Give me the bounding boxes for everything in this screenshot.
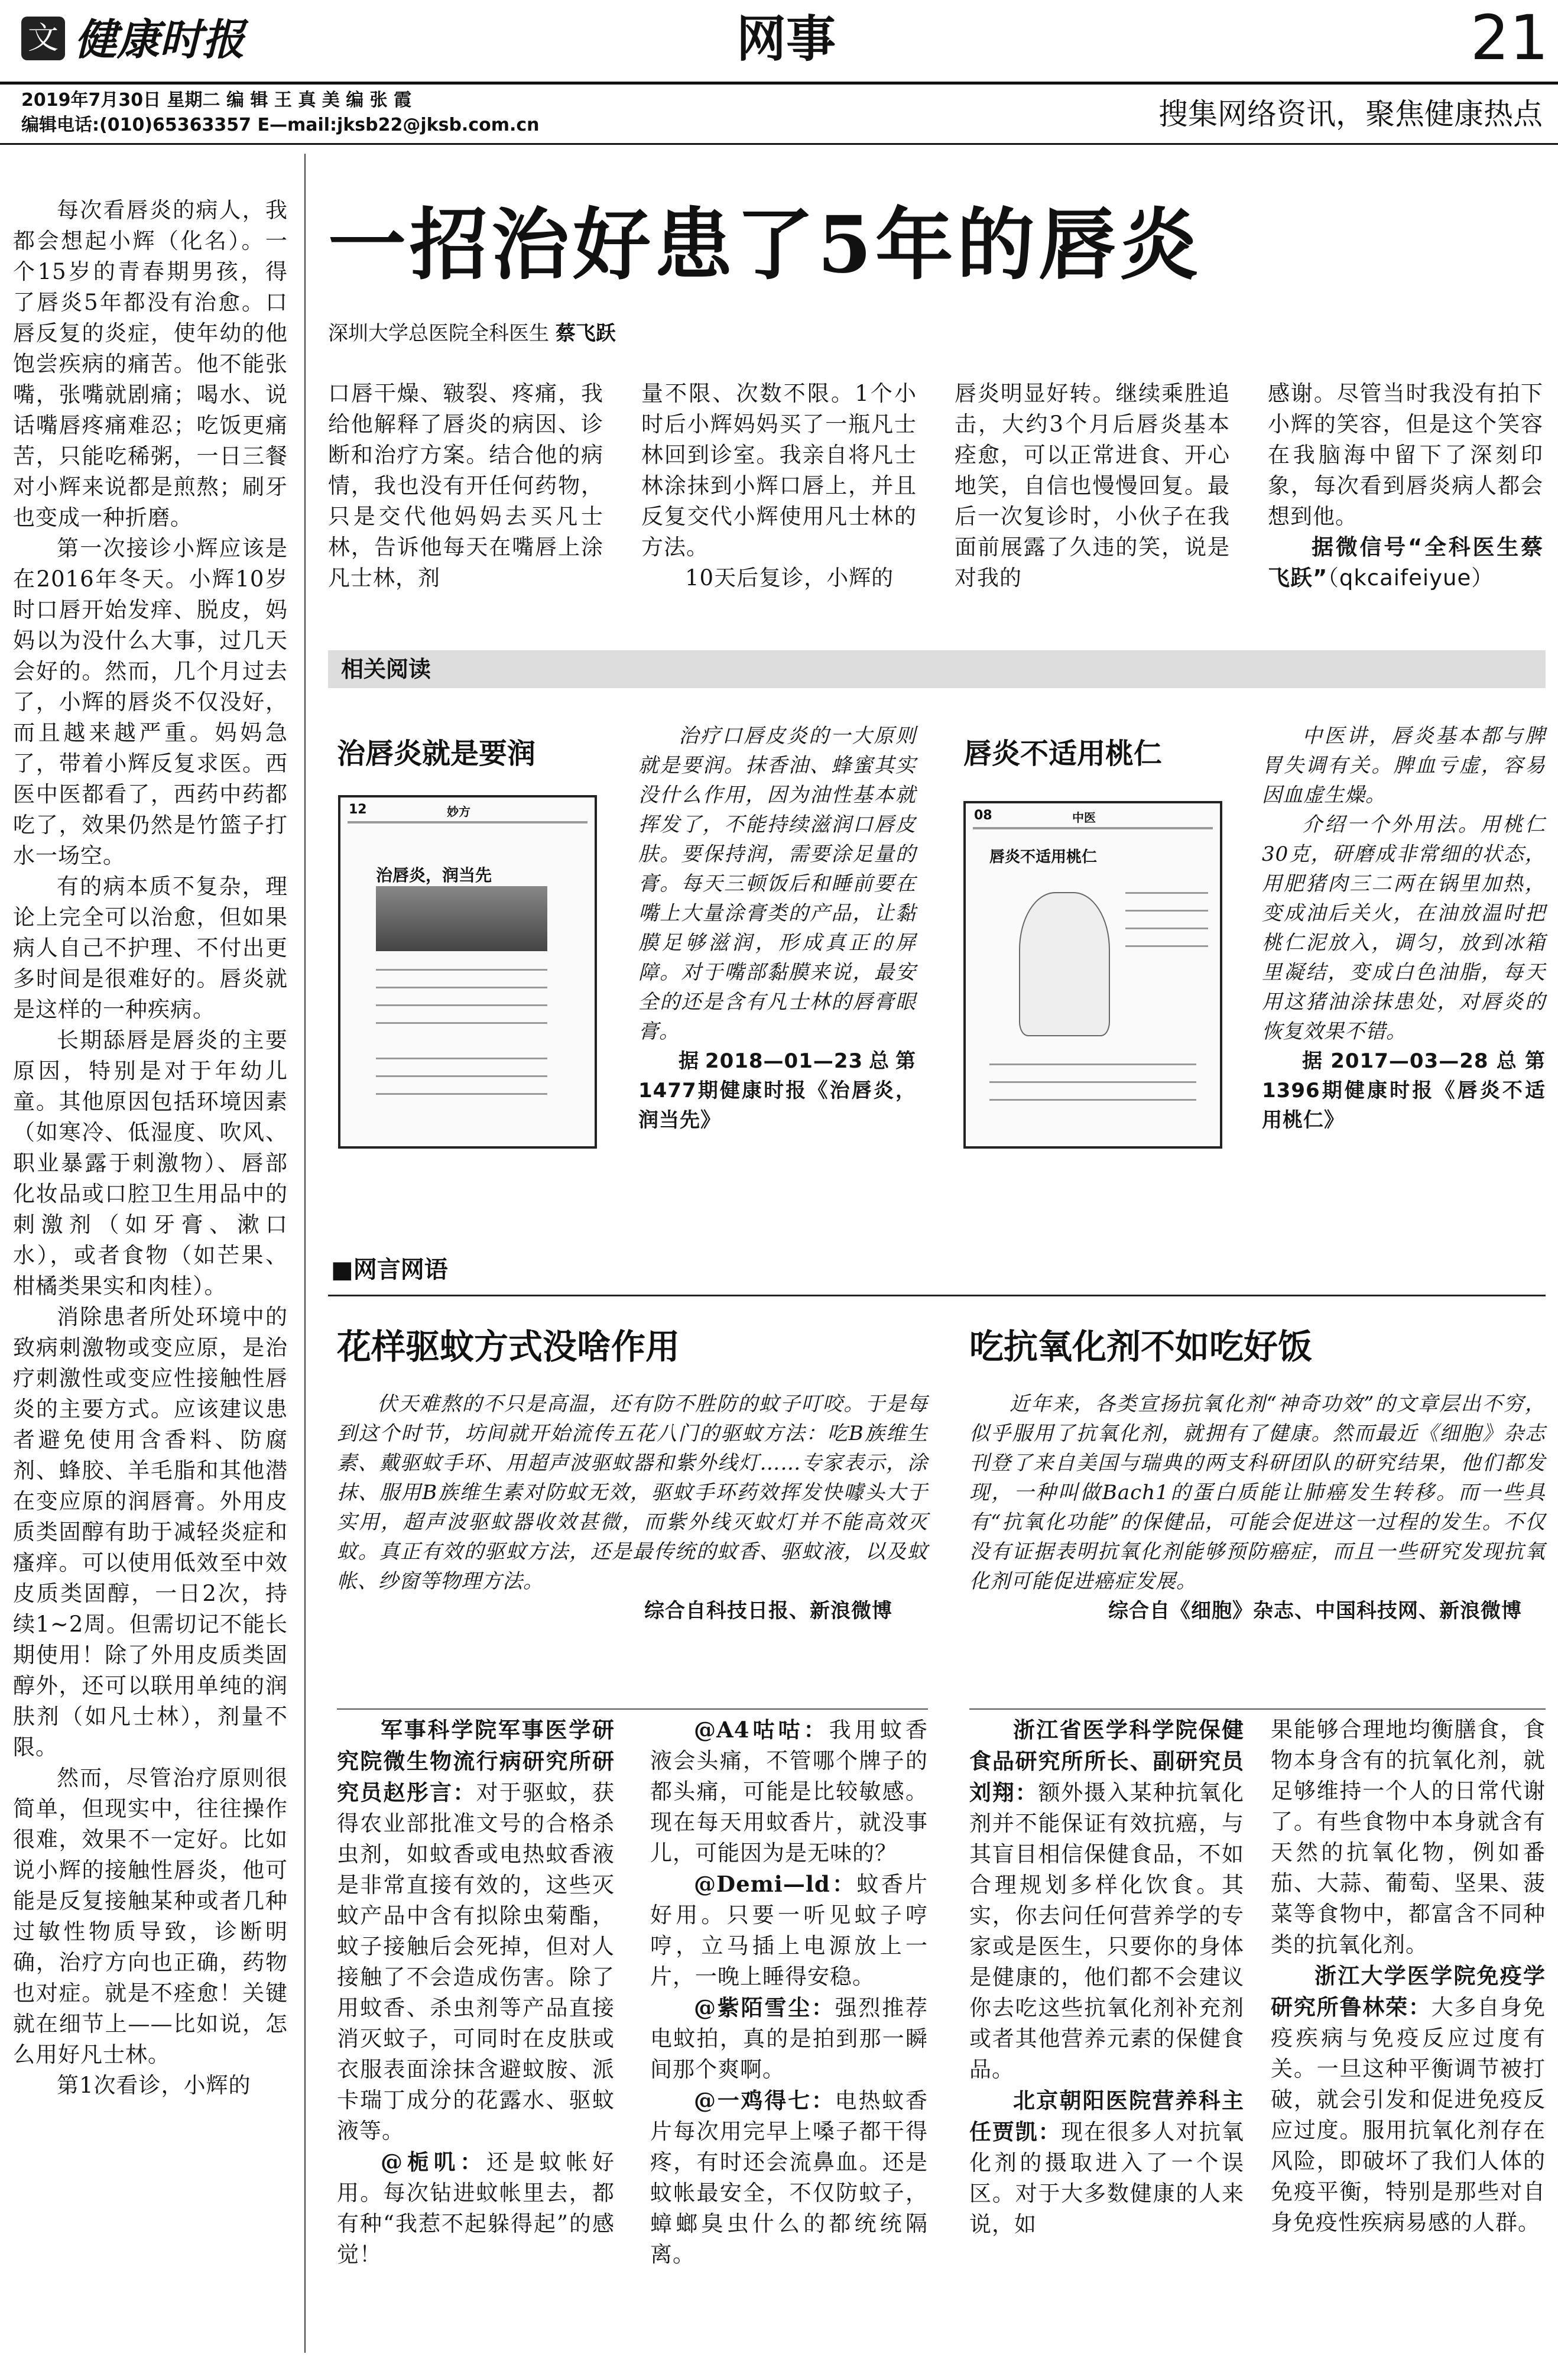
paragraph: 第一次接诊小辉应该是在2016年冬天。小辉10岁时口唇开始发痒、脱皮，妈妈以为没什么大事，过几天会好的。然而，几个月过去了，小辉的唇炎不仅没好，而且越来越严重。妈妈急了，带着小辉反复求医。西医中医都看了，西药中药都吃了，效果仍然是竹篮子打水一场空。 (13, 536, 288, 868)
main-col-2 (641, 378, 917, 594)
networds-left-rule (337, 1708, 928, 1710)
expert-name: 北京朝阳医院营养科主任贾凯： (969, 2087, 1244, 2145)
phone-line: 编辑电话:(010)65363357 E—mail:jksb22@jksb.com.cn (21, 115, 540, 135)
related-a-body (638, 721, 916, 1135)
related-b-thumbnail (963, 801, 1222, 1149)
date-line: 2019年7月30日 星期二 编 辑 王 真 美 编 张 霞 (21, 90, 412, 111)
related-reading-label: 相关阅读 (341, 656, 431, 682)
related-a-title: 治唇炎就是要润 (337, 737, 536, 770)
page-number: 21 (1470, 2, 1549, 74)
paragraph: 伏天难熬的不只是高温，还有防不胜防的蚊子叮咬。于是每到这个时节，坊间就开始流传五花八门的驱蚊方法：吃B族维生素、戴驱蚊手环、用超声波驱蚊器和紫外线灯……专家表示，涂抹、服用B族维生素对防蚊无效，驱蚊手环药效挥发快噱头大于实用，超声波驱蚊器收效甚微，而紫外线灭蚊灯并不能高效灭蚊。真正有效的驱蚊方法，还是最传统的蚊香、驱蚊液，以及蚊帐、纱窗等物理方法。 (337, 1392, 928, 1593)
paragraph: 唇炎明显好转。继续乘胜追击，大约3个月后唇炎基本痊愈，可以正常进食、开心地笑，自信也慢慢回复。最后一次复诊时，小伙子在我面前展露了久违的笑，说是对我的 (955, 381, 1230, 591)
networds-left-headline: 花样驱蚊方式没啥作用 (337, 1327, 680, 1367)
user-comment: 电热蚊香片每次用完早上嗓子都干得疼，有时还会流鼻血。还是蚊帐最安全，不仅防蚊子，蟑螂臭虫什么的都统统隔离。 (650, 2088, 929, 2267)
networds-rule (328, 1295, 1546, 1296)
networds-right-col-1 (969, 1714, 1244, 2240)
section-title: 网事 (736, 9, 836, 68)
paragraph: 然而，尽管治疗原则很简单，但现实中，往往操作很难，效果不一定好。比如说小辉的接触性唇炎，他可能是反复接触某种或者几种过敏性物质导致，诊断明确，治疗方向也正确，药物也对症。就是不痊愈！关键就在细节上——比如说，怎么用好凡士林。 (13, 1765, 288, 2067)
byline-author: 蔡飞跃 (555, 322, 616, 345)
thumb-section: 中医 (1072, 810, 1096, 825)
user-handle: @A4咕咕： (694, 1717, 829, 1743)
main-story-left-column (13, 195, 288, 2101)
paragraph: 中医讲，唇炎基本都与脾胃失调有关。脾血亏虚，容易因血虚生燥。 (1262, 724, 1546, 807)
thumb-title: 唇炎不适用桃仁 (989, 848, 1098, 866)
networds-left-col-2 (650, 1714, 928, 2270)
paragraph: 量不限、次数不限。1个小时后小辉妈妈买了一瓶凡士林回到诊室。我亲自将凡士林涂抹到小辉口唇上，并且反复交代小辉使用凡士林的方法。 (641, 381, 917, 560)
related-a-source: 据2018—01—23总第1477期健康时报《治唇炎，润当先》 (638, 1049, 916, 1132)
main-col-1 (328, 378, 603, 594)
paragraph: 消除患者所处环境中的致病刺激物或变应原，是治疗刺激性或变应性接触性唇炎的主要方式。应该建议患者避免使用含香料、防腐剂、蜂胶、羊毛脂和其他潜在变应原的润唇膏。外用皮质类固醇有助于减轻炎症和瘙痒。可以使用低效至中效皮质类固醇，一日2次，持续1~2周。但需切记不能长期使用！除了外用皮质类固醇外，还可以联用单纯的润肤剂（如凡士林），剂量不限。 (13, 1304, 288, 1760)
slogan: 搜集网络资讯，聚焦健康热点 (1158, 97, 1543, 131)
logo (21, 13, 258, 66)
paragraph: 有的病本质不复杂，理论上完全可以治愈，但如果病人自己不护理、不付出更多时间是很难好的。唇炎就是这样的一种疾病。 (13, 874, 288, 1022)
expert-quote: 对于驱蚊，获得农业部批准文号的合格杀虫剂，如蚊香或电热蚊香液是非常直接有效的，这些灭蚊产品中含有拟除虫菊酯，蚊子接触后会死掉，但对人接触了不会造成伤害。除了用蚊香、杀虫剂等产品直接消灭蚊子，可同时在皮肤或衣服表面涂抹含避蚊胺、派卡瑞丁成分的花露水、驱蚊液等。 (337, 1780, 615, 2144)
logo-text: 健康时报 (74, 14, 245, 64)
user-comment: 还是蚊帐好用。每次钻进蚊帐里去，都有种“我惹不起躲得起”的感觉！ (337, 2149, 615, 2267)
networds-right-headline: 吃抗氧化剂不如吃好饭 (969, 1327, 1313, 1367)
related-b-title: 唇炎不适用桃仁 (963, 737, 1163, 770)
thumb-figure (1019, 892, 1110, 1036)
expert-name: 浙江大学医学院免疫学研究所鲁林荣： (1271, 1963, 1546, 2020)
paragraph: 10天后复诊，小辉的 (685, 565, 894, 591)
source-prefix: 据微信号“全科医生蔡飞跃” (1268, 534, 1543, 591)
main-source (1268, 532, 1543, 594)
related-reading-bar (328, 650, 1546, 688)
paragraph: 治疗口唇皮炎的一大原则就是要润。抹香油、蜂蜜其实没什么作用，因为油性基本就挥发了，不能持续滋润口唇皮肤。要保持润，需要涂足量的膏。每天三顿饭后和睡前要在嘴上大量涂膏类的产品，让黏膜足够滋润，形成真正的屏障。对于嘴部黏膜来说，最安全的还是含有凡士林的唇膏眼膏。 (638, 724, 916, 1043)
paragraph: 长期舔唇是唇炎的主要原因，特别是对于年幼儿童。其他原因包括环境因素（如寒冷、低湿度、吹风、职业暴露于刺激物）、唇部化妆品或口腔卫生用品中的刺激剂（如牙膏、漱口水），或者食物（如芒果、柑橘类果实和肉桂）。 (13, 1027, 288, 1299)
byline-affiliation: 深圳大学总医院全科医生 (328, 322, 556, 345)
user-handle: @Demi—ld： (694, 1871, 857, 1897)
main-col-4 (1268, 378, 1543, 594)
expert-name: 浙江省医学科学院保健食品研究所所长、副研究员刘翔： (969, 1717, 1244, 1805)
networds-right-col-2 (1271, 1714, 1546, 2238)
thumb-section: 妙方 (447, 805, 470, 819)
user-handle: @紫陌雪尘： (694, 1995, 835, 2021)
main-headline: 一招治好患了5年的唇炎 (328, 199, 1202, 291)
paragraph: 近年来，各类宣扬抗氧化剂“神奇功效”的文章层出不穷，似乎服用了抗氧化剂，就拥有了健康。然而最近《细胞》杂志刊登了来自美国与瑞典的两支科研团队的研究结果，他们都发现，一种叫做Bach1的蛋白质能让肺癌发生转移。而一些具有“抗氧化功能”的保健品，可能会促进这一过程的发生。不仅没有证据表明抗氧化剂能够预防癌症，而且一些研究发现抗氧化剂可能促进癌症发展。 (969, 1392, 1546, 1593)
user-handle: @栀叽： (381, 2149, 486, 2175)
expert-quote: 大多自身免疫疾病与免疫反应过度有关。一旦这种平衡调节被打破，就会引发和促进免疫反应过度。服用抗氧化剂存在风险，即破坏了我们人体的免疫平衡，特别是那些对自身免疫性疾病易感的人群。 (1271, 1995, 1546, 2235)
expert-quote: 果能够合理地均衡膳食，食物本身含有的抗氧化剂，就足够维持一个人的日常代谢了。有些食物中本身就含有天然的抗氧化物，例如番茄、大蒜、葡萄、坚果、菠菜等食物中，都富含不同种类的抗氧化剂。 (1271, 1717, 1546, 1957)
networds-left-col-1 (337, 1714, 615, 2270)
related-b-source: 据2017—03—28总第1396期健康时报《唇炎不适用桃仁》 (1262, 1049, 1546, 1132)
user-handle: @一鸡得七： (694, 2087, 835, 2113)
thumb-page: 08 (974, 808, 992, 823)
expert-name: 军事科学院军事医学研究院微生物流行病研究所研究员赵彤言： (337, 1717, 615, 1805)
related-a-thumbnail (338, 795, 597, 1149)
user-comment: 我用蚊香液会头痛，不管哪个牌子的都头痛，可能是比较敏感。现在每天用蚊香片，就没事儿，可能因为是无味的？ (650, 1717, 928, 1866)
thumb-title: 治唇炎，润当先 (376, 865, 492, 885)
paragraph: 第1次看诊，小辉的 (57, 2073, 251, 2098)
related-b-body (1262, 721, 1546, 1135)
networds-left-lead (337, 1389, 928, 1626)
networds-right-lead (969, 1389, 1546, 1626)
column-divider (304, 154, 306, 2353)
masthead-rule (0, 82, 1558, 85)
thumb-photo (376, 886, 547, 951)
user-comment: 蚊香片好用。只要一听见蚊子哼哼，立马插上电源放上一片，一晚上睡得安稳。 (650, 1872, 929, 1989)
networds-right-source: 综合自《细胞》杂志、中国科技网、新浪微博 (1108, 1599, 1522, 1623)
thumb-page: 12 (349, 802, 367, 817)
source-suffix: （qkcaifeiyue） (1327, 565, 1494, 591)
logo-emblem-icon: 文 (21, 17, 65, 60)
networds-right-rule (969, 1708, 1546, 1710)
paragraph: 每次看唇炎的病人，我都会想起小辉（化名）。一个15岁的青春期男孩，得了唇炎5年都没有治愈。口唇反复的炎症，使年幼的他饱尝疾病的痛苦。他不能张嘴，张嘴就剧痛；喝水、说话嘴唇疼痛难忍；吃饭更痛苦，只能吃稀粥，一日三餐对小辉来说都是煎熬；刷牙也变成一种折磨。 (13, 197, 288, 530)
main-col-3 (955, 378, 1230, 594)
paragraph: 感谢。尽管当时我没有拍下小辉的笑容，但是这个笑容在我脑海中留下了深刻印象，每次看到唇炎病人都会想到他。 (1268, 381, 1543, 529)
expert-quote: 现在很多人对抗氧化剂的摄取进入了一个误区。对于大多数健康的人来说，如 (969, 2119, 1245, 2237)
paragraph: 口唇干燥、皲裂、疼痛，我给他解释了唇炎的病因、诊断和治疗方案。结合他的病情，我也没有开任何药物，只是交代他妈妈去买凡士林，告诉他每天在嘴唇上涂凡士林，剂 (328, 381, 603, 591)
networds-left-source: 综合自科技日报、新浪微博 (644, 1599, 892, 1623)
masthead (0, 0, 1558, 151)
paragraph: 介绍一个外用法。用桃仁30克，研磨成非常细的状态，用肥猪肉三二两在锅里加热，变成油后关火，在油放温时把桃仁泥放入，调匀，放到冰箱里凝结，变成白色油脂，每天用这猪油涂抹患处，对唇炎的恢复效果不错。 (1262, 813, 1546, 1043)
masthead-bottom-rule (0, 143, 1558, 145)
user-comment: 强烈推荐电蚊拍，真的是拍到那一瞬间那个爽啊。 (650, 1995, 929, 2082)
byline (328, 319, 616, 348)
expert-quote: 额外摄入某种抗氧化剂并不能保证有效抗癌，与其盲目相信保健食品，不如合理规划多样化饮食。其实，你去问任何营养学的专家或是医生，只要你的身体是健康的，他们都不会建议你去吃这些抗氧化剂补充剂或者其他营养元素的保健食品。 (969, 1780, 1245, 2082)
networds-label: ■网言网语 (331, 1256, 448, 1283)
